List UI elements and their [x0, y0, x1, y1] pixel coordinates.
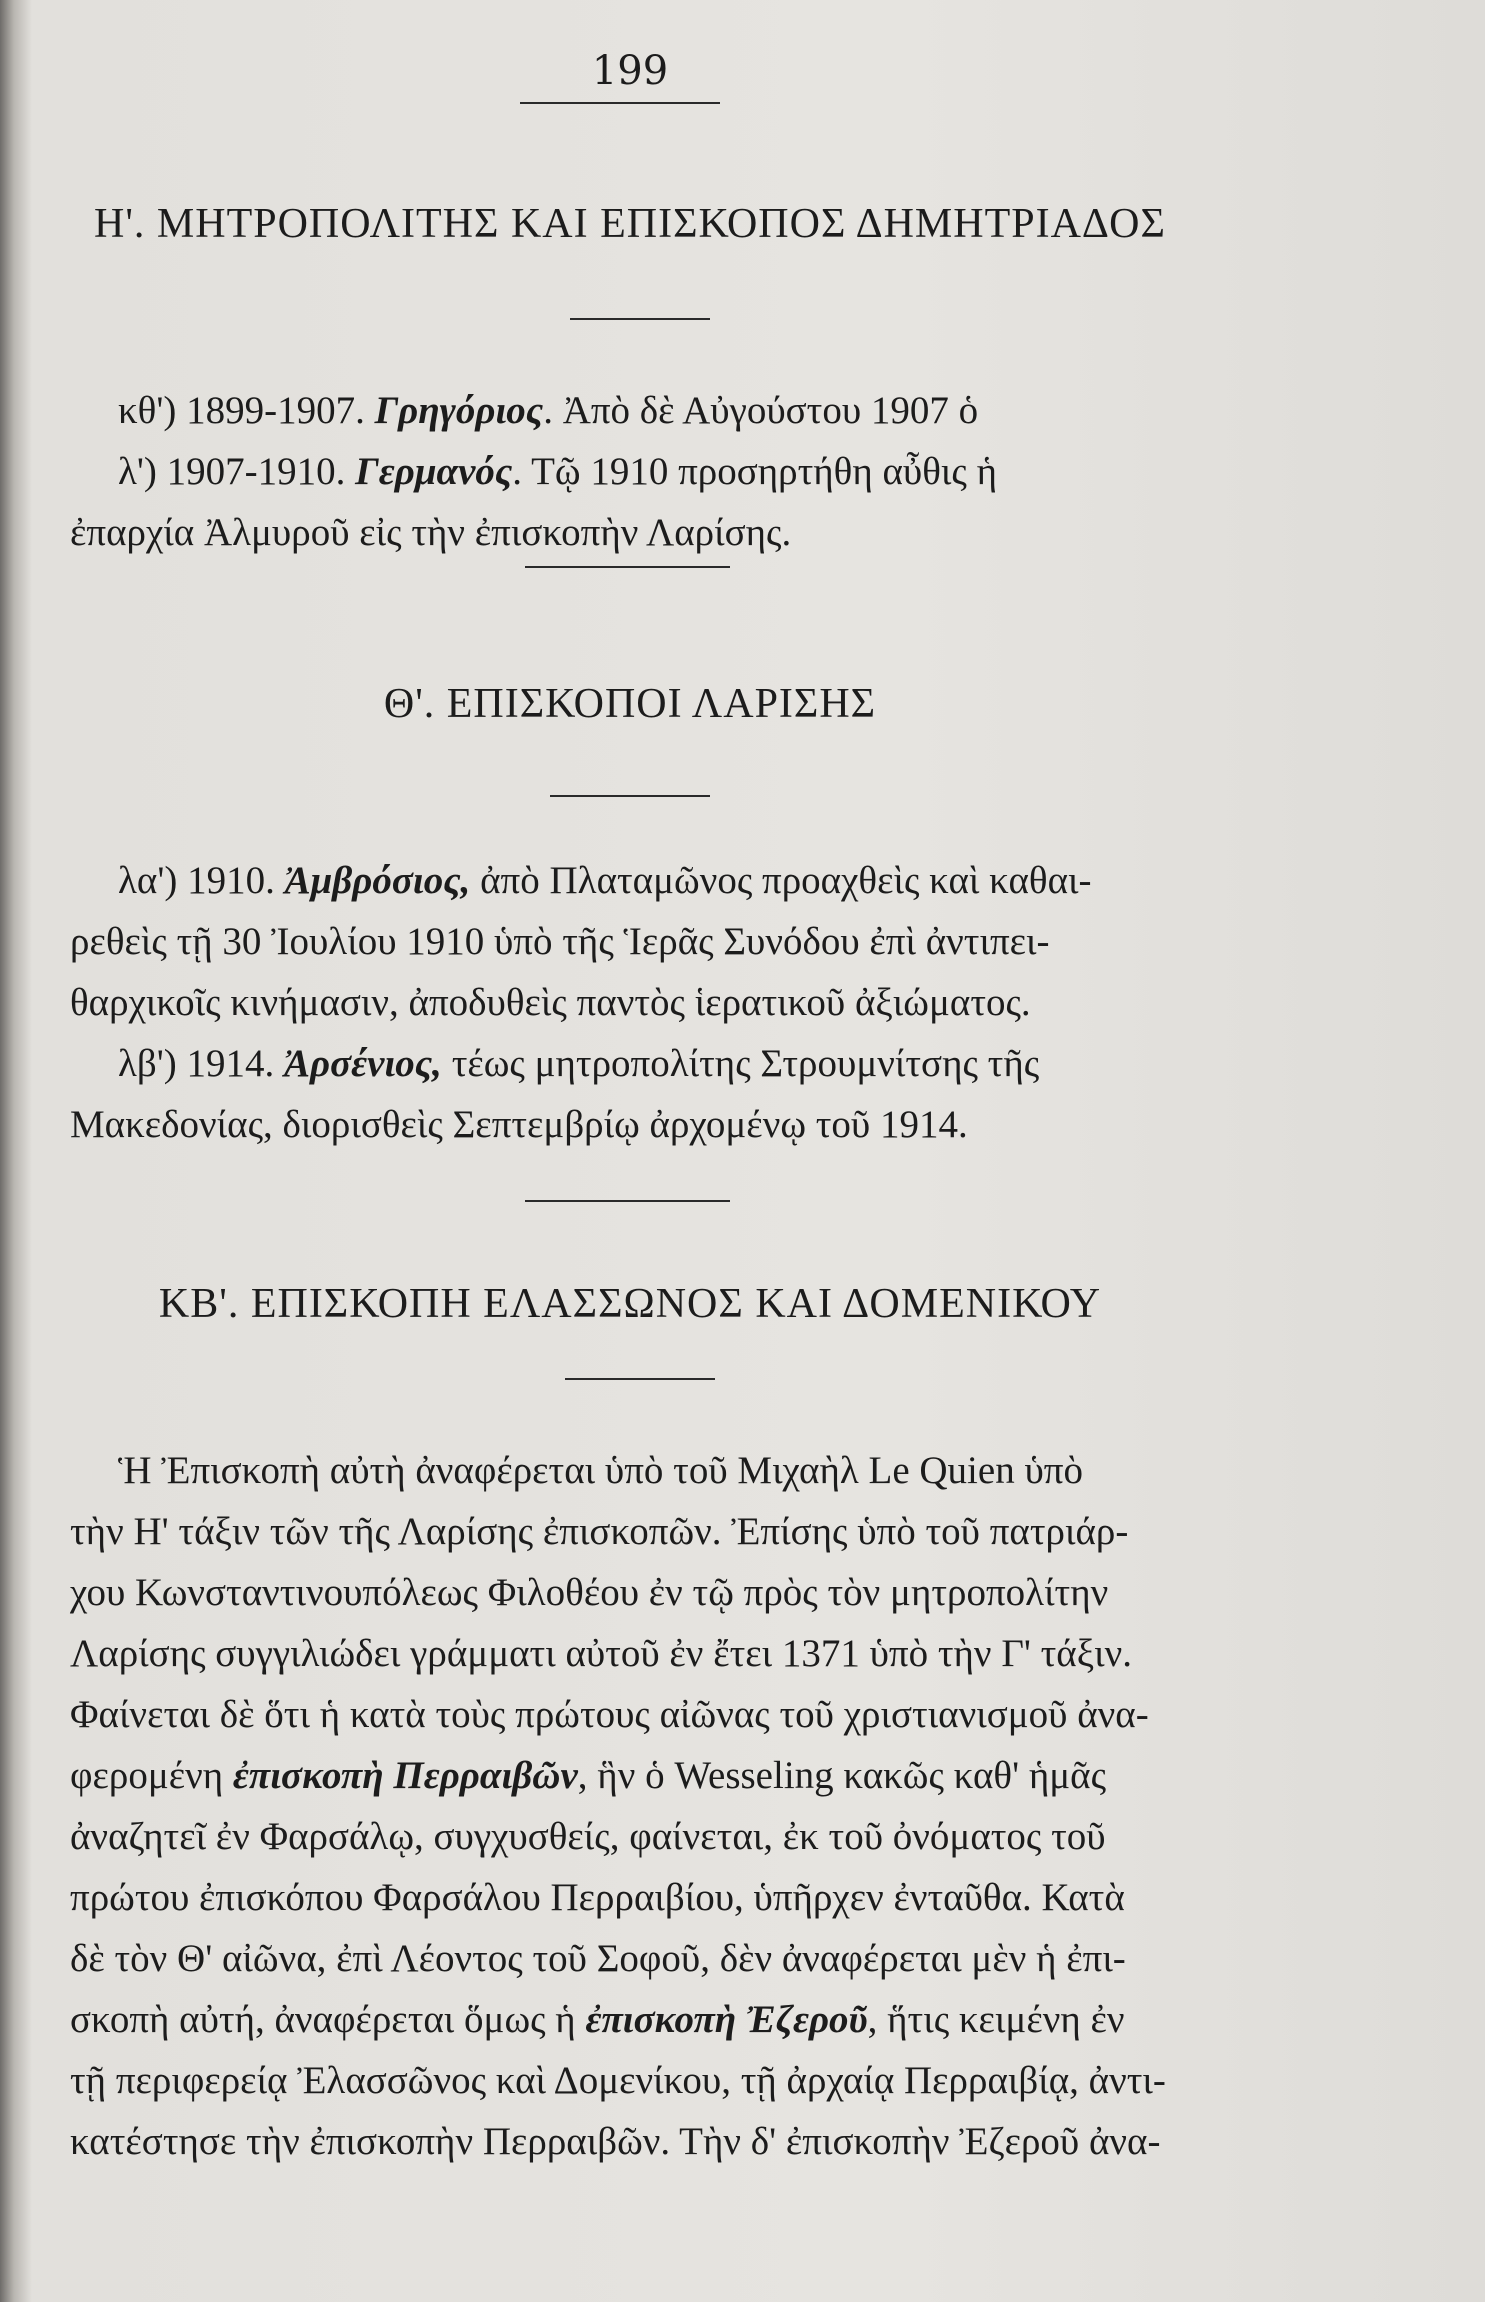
- paragraph-section-kb: [70, 1440, 1240, 2172]
- text-line: τῇ περιφερείᾳ Ἐλασσῶνος καὶ Δομενίκου, τῇ ἀρχαίᾳ Περραιβίᾳ, ἀντι-: [70, 2059, 1166, 2102]
- text-line: χου Κωνσταντινουπόλεως Φιλοθέου ἐν τῷ πρὸς τὸν μητροπολίτην: [70, 1571, 1109, 1614]
- text-line: ἀναζητεῖ ἐν Φαρσάλῳ, συγχυσθείς, φαίνεται, ἐκ τοῦ ὀνόματος τοῦ: [70, 1815, 1106, 1858]
- text-line: δὲ τὸν Θ' αἰῶνα, ἐπὶ Λέοντος τοῦ Σοφοῦ, δὲν ἀναφέρεται μὲν ἡ ἐπι-: [70, 1937, 1126, 1980]
- text-line: Φαίνεται δὲ ὅτι ἡ κατὰ τοὺς πρώτους αἰῶνας τοῦ χριστιανισμοῦ ἀνα-: [70, 1693, 1149, 1736]
- text-line: λβ') 1914. Ἀρσένιος, τέως μητροπολίτης Στρουμνίτσης τῆς: [118, 1042, 1040, 1085]
- page-number: 199: [591, 48, 669, 94]
- rule-under-heading-kb: [565, 1378, 715, 1380]
- paragraph-section-h: [70, 380, 1240, 563]
- text-line: Μακεδονίας, διορισθεὶς Σεπτεμβρίῳ ἀρχομένῳ τοῦ 1914.: [70, 1103, 968, 1146]
- divider-rule: [525, 566, 730, 568]
- text-line: θαρχικοῖς κινήμασιν, ἀποδυθεὶς παντὸς ἱερατικοῦ ἀξιώματος.: [70, 981, 1031, 1024]
- text-line: ἐπαρχία Ἀλμυροῦ εἰς τὴν ἐπισκοπὴν Λαρίσης.: [70, 511, 792, 554]
- text-line: σκοπὴ αὐτή, ἀναφέρεται ὅμως ἡ ἐπισκοπὴ Ἐζεροῦ, ἥτις κειμένη ἐν: [70, 1998, 1125, 2041]
- rule-under-heading-h: [570, 318, 710, 320]
- divider-rule: [525, 1200, 730, 1202]
- heading-section-kb: ΚΒ'. ΕΠΙΣΚΟΠΗ ΕΛΑΣΣΩΝΟΣ ΚΑΙ ΔΟΜΕΝΙΚΟΥ: [158, 1281, 1102, 1327]
- heading-section-h: Η'. ΜΗΤΡΟΠΟΛΙΤΗΣ ΚΑΙ ΕΠΙΣΚΟΠΟΣ ΔΗΜΗΤΡΙΑΔΟΣ: [94, 201, 1166, 247]
- text-line: ρεθεὶς τῇ 30 Ἰουλίου 1910 ὑπὸ τῆς Ἱερᾶς Συνόδου ἐπὶ ἀντιπει-: [70, 920, 1050, 963]
- heading-section-th: Θ'. ΕΠΙΣΚΟΠΟΙ ΛΑΡΙΣΗΣ: [383, 681, 877, 727]
- text-line: τὴν Η' τάξιν τῶν τῆς Λαρίσης ἐπισκοπῶν. Ἐπίσης ὑπὸ τοῦ πατριάρ-: [70, 1510, 1129, 1553]
- rule-under-heading-th: [550, 795, 710, 797]
- text-line: λα') 1910. Ἀμβρόσιος, ἀπὸ Πλαταμῶνος προαχθεὶς καὶ καθαι-: [118, 859, 1092, 902]
- text-line: κατέστησε τὴν ἐπισκοπὴν Περραιβῶν. Τὴν δ' ἐπισκοπὴν Ἐζεροῦ ἀνα-: [70, 2120, 1161, 2163]
- text-line: φερομένη ἐπισκοπὴ Περραιβῶν, ἣν ὁ Wesseling κακῶς καθ' ἡμᾶς: [70, 1754, 1107, 1797]
- text-line: λ') 1907-1910. Γερμανός. Τῷ 1910 προσηρτήθη αὖθις ἡ: [118, 450, 998, 493]
- text-line: Λαρίσης συγγιλιώδει γράμματι αὐτοῦ ἐν ἔτει 1371 ὑπὸ τὴν Γ' τάξιν.: [70, 1632, 1133, 1675]
- paragraph-section-th: [70, 850, 1240, 1155]
- text-line: Ἡ Ἐπισκοπὴ αὐτὴ ἀναφέρεται ὑπὸ τοῦ Μιχαὴλ Le Quien ὑπὸ: [118, 1449, 1083, 1492]
- page-number-rule: [520, 102, 720, 104]
- text-line: πρώτου ἐπισκόπου Φαρσάλου Περραιβίου, ὑπῆρχεν ἐνταῦθα. Κατὰ: [70, 1876, 1125, 1919]
- text-line: κθ') 1899-1907. Γρηγόριος. Ἀπὸ δὲ Αὐγούστου 1907 ὁ: [118, 389, 979, 432]
